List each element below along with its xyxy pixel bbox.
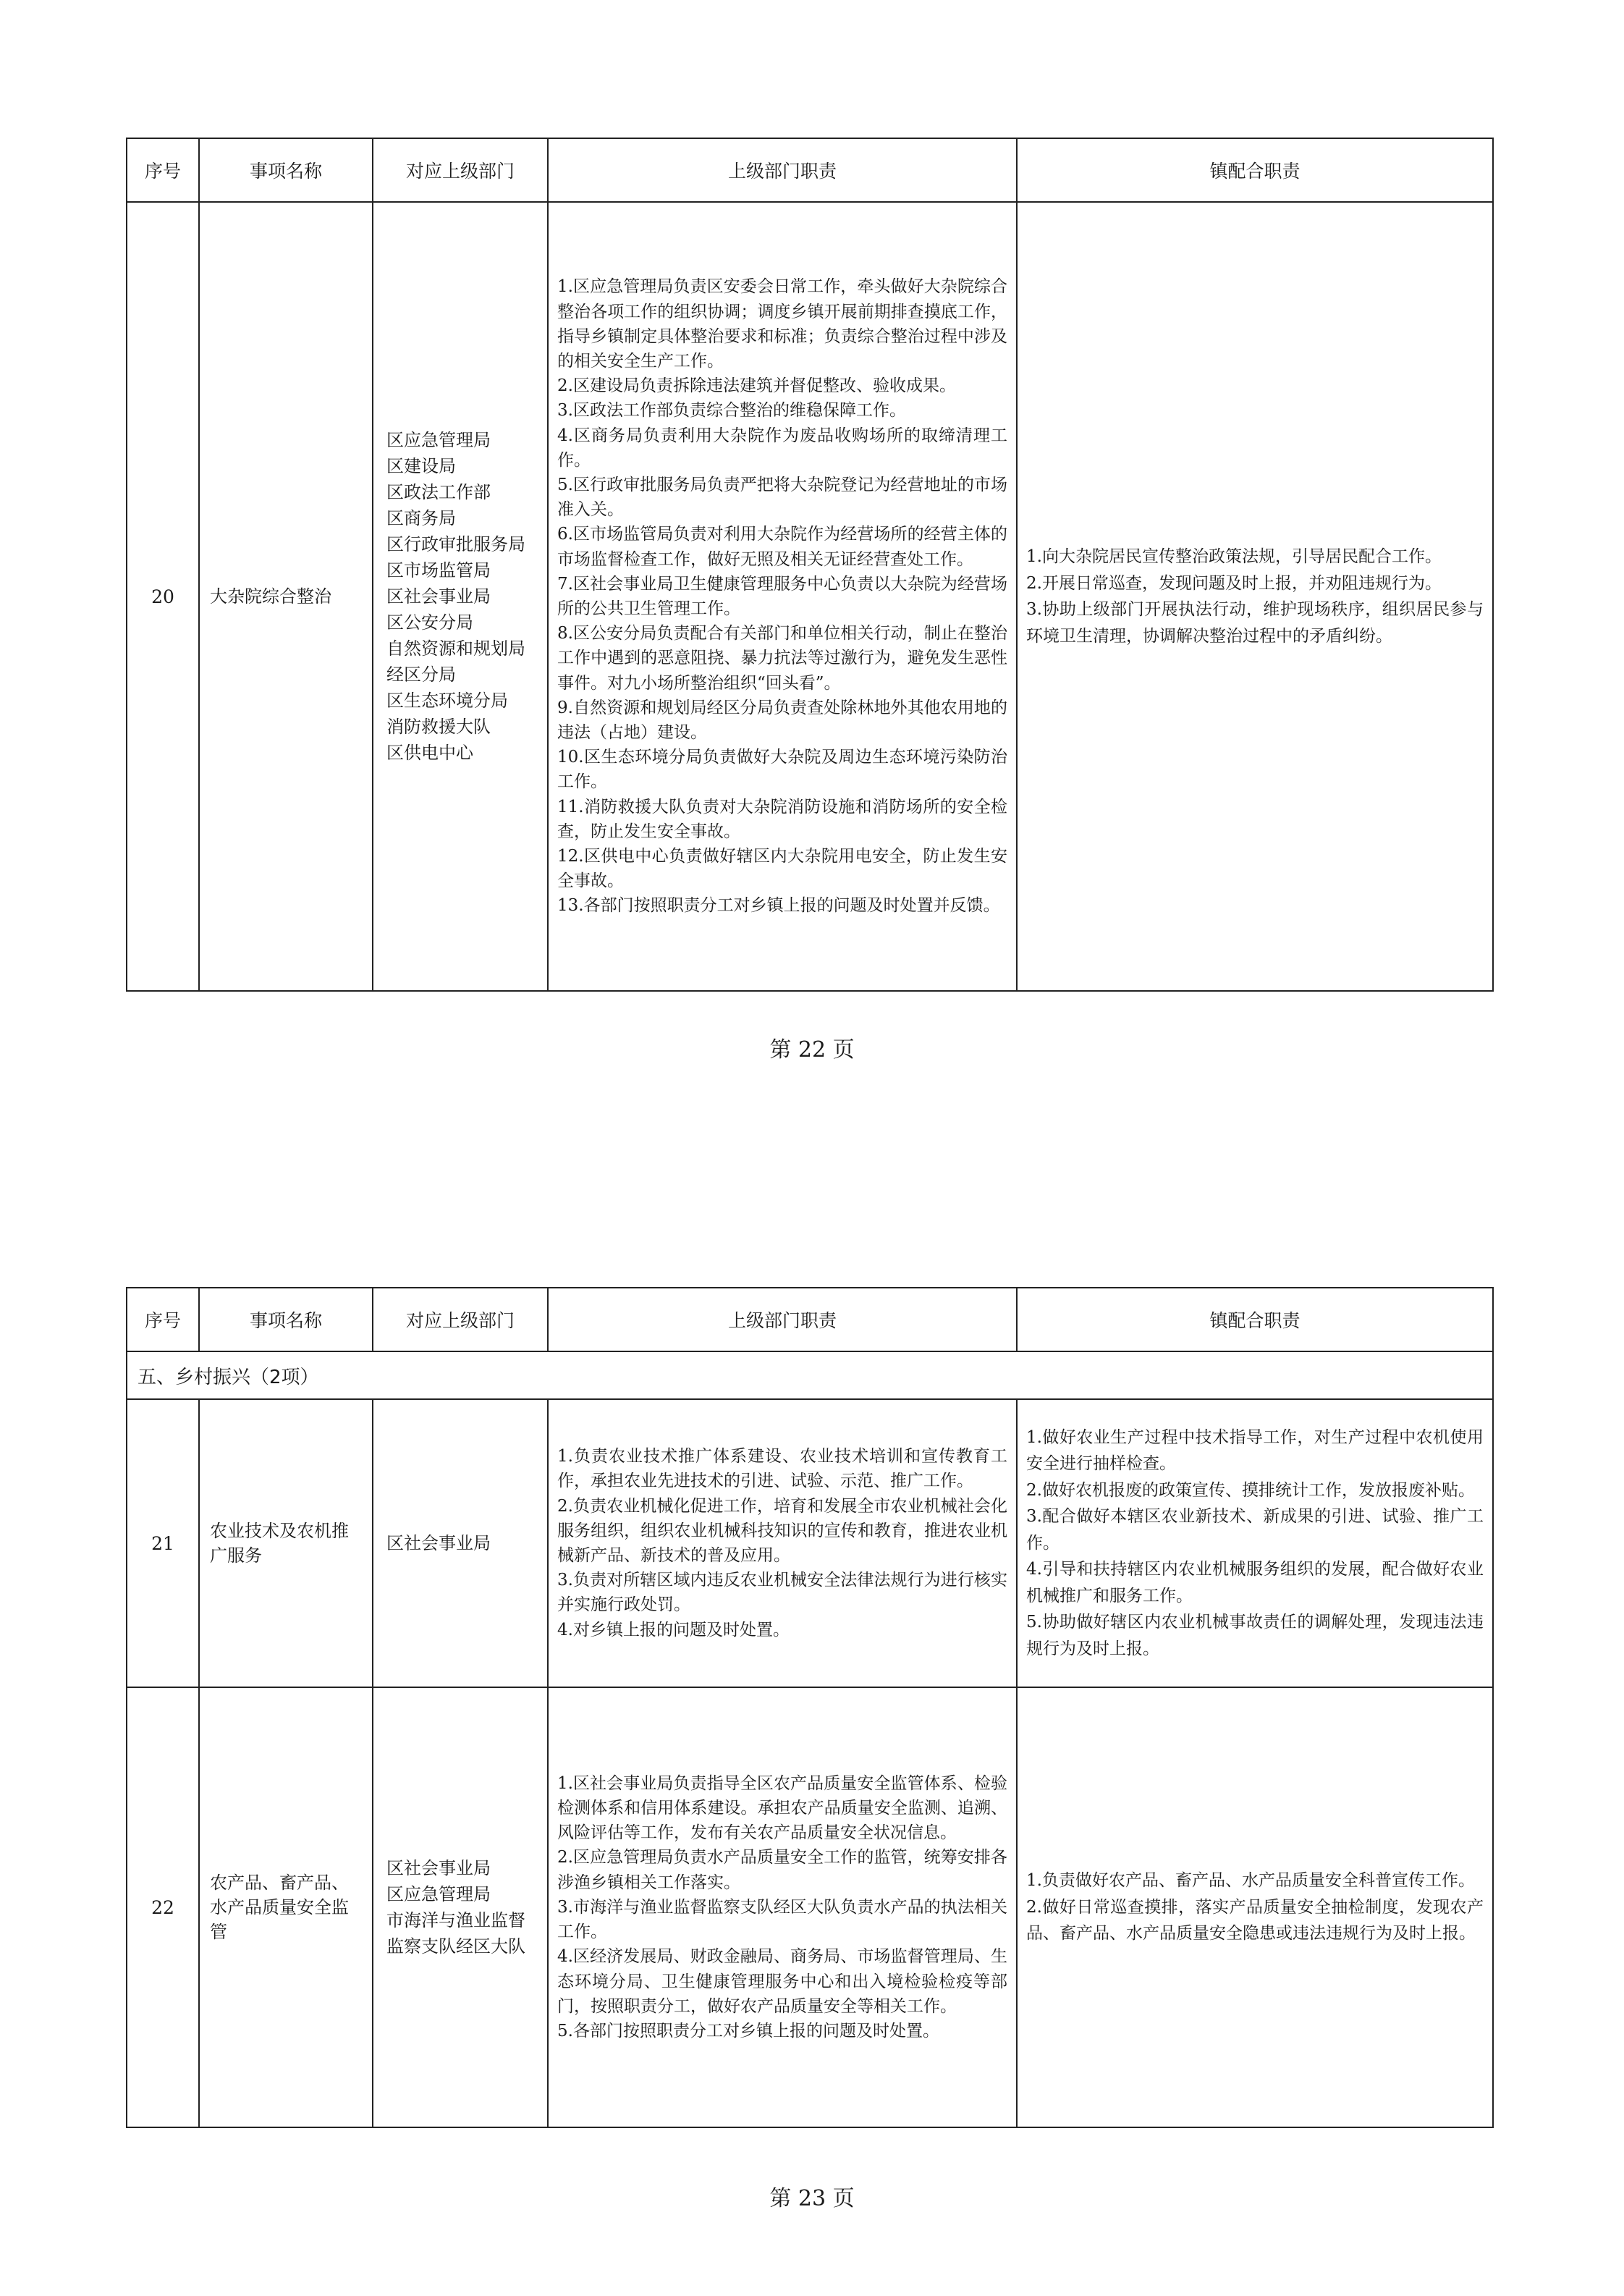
duty-item: 6.区市场监管局负责对利用大杂院作为经营场所的经营主体的市场监督检查工作，做好无照及相关无证经营查处工作。 <box>557 525 1007 569</box>
dept-item: 消防救援大队 <box>386 717 491 737</box>
duty-table-page-22 <box>126 138 1494 992</box>
duty-table-page-23 <box>126 1287 1494 2128</box>
dept-list <box>373 1399 548 1687</box>
header-dept: 对应上级部门 <box>373 138 548 202</box>
duty-item: 2.区应急管理局负责水产品质量安全工作的监管，统筹安排各涉渔乡镇相关工作落实。 <box>557 1848 1007 1892</box>
upper-duty-cell <box>548 202 1017 991</box>
duty-item: 3.负责对所辖区域内违反农业机械安全法律法规行为进行核实并实施行政处罚。 <box>557 1571 1007 1615</box>
header-upper-duty: 上级部门职责 <box>548 1288 1017 1351</box>
duty-item: 1.区应急管理局负责区安委会日常工作，牵头做好大杂院综合整治各项工作的组织协调；调度乡镇开展前期排查摸底工作，指导乡镇制定具体整治要求和标准；负责综合整治过程中涉及的相关安全生产工作。 <box>557 277 1007 371</box>
table-row <box>127 1399 1493 1687</box>
town-duty-item: 1.向大杂院居民宣传整治政策法规，引导居民配合工作。 <box>1026 547 1442 566</box>
dept-list <box>373 202 548 991</box>
duty-item: 3.区政法工作部负责综合整治的维稳保障工作。 <box>557 401 906 421</box>
duty-item: 1.区社会事业局负责指导全区农产品质量安全监管体系、检验检测体系和信用体系建设。承担农产品质量安全监测、追溯、风险评估等工作，发布有关农产品质量安全状况信息。 <box>557 1773 1007 1843</box>
duty-item: 12.区供电中心负责做好辖区内大杂院用电安全，防止发生安全事故。 <box>557 847 1007 891</box>
dept-item: 区社会事业局 <box>386 1533 491 1553</box>
dept-item: 区社会事业局 <box>386 1858 491 1878</box>
dept-list <box>373 1687 548 2127</box>
duty-item: 2.负责农业机械化促进工作，培育和发展全市农业机械社会化服务组织，组织农业机械科技知识的宣传和教育，推进农业机械新产品、新技术的普及应用。 <box>557 1496 1007 1565</box>
header-upper-duty: 上级部门职责 <box>548 138 1017 202</box>
row-number: 21 <box>127 1399 199 1687</box>
town-duty-item: 2.开展日常巡查，发现问题及时上报，并劝阻违规行为。 <box>1026 573 1442 593</box>
duty-item: 2.区建设局负责拆除违法建筑并督促整改、验收成果。 <box>557 376 956 396</box>
dept-item: 区商务局 <box>386 508 456 528</box>
town-duty-item: 3.协助上级部门开展执法行动，维护现场秩序，组织居民参与环境卫生清理，协调解决整治过程中的矛盾纠纷。 <box>1026 600 1484 646</box>
duty-item: 4.区经济发展局、财政金融局、商务局、市场监督管理局、生态环境分局、卫生健康管理服务中心和出入境检验检疫等部门，按照职责分工，做好农产品质量安全等相关工作。 <box>557 1947 1007 2016</box>
dept-item: 区市场监管局 <box>386 560 491 581</box>
table-header-row <box>127 1288 1493 1351</box>
upper-duty-cell <box>548 1399 1017 1687</box>
header-no: 序号 <box>127 138 199 202</box>
header-town-duty: 镇配合职责 <box>1017 138 1493 202</box>
dept-item: 区应急管理局 <box>386 430 491 450</box>
duty-item: 3.市海洋与渔业监督监察支队经区大队负责水产品的执法相关工作。 <box>557 1897 1007 1942</box>
row-number: 20 <box>127 202 199 991</box>
header-no: 序号 <box>127 1288 199 1351</box>
duty-item: 5.区行政审批服务局负责严把将大杂院登记为经营地址的市场准入关。 <box>557 475 1007 520</box>
item-name: 大杂院综合整治 <box>199 202 373 991</box>
dept-item: 区供电中心 <box>386 743 473 763</box>
town-duty-cell <box>1017 1687 1493 2127</box>
duty-item: 9.自然资源和规划局经区分局负责查处除林地外其他农用地的违法（占地）建设。 <box>557 698 1007 743</box>
town-duty-cell <box>1017 202 1493 991</box>
dept-item: 市海洋与渔业监督监察支队经区大队 <box>386 1910 525 1957</box>
page-number: 第 22 页 <box>769 1037 855 1063</box>
dept-item: 区建设局 <box>386 456 456 476</box>
town-duty-item: 2.做好农机报废的政策宣传、摸排统计工作，发放报废补贴。 <box>1026 1480 1475 1500</box>
town-duty-item: 1.做好农业生产过程中技术指导工作，对生产过程中农机使用安全进行抽样检查。 <box>1026 1427 1484 1474</box>
duty-item: 10.区生态环境分局负责做好大杂院及周边生态环境污染防治工作。 <box>557 748 1007 792</box>
duty-item: 13.各部门按照职责分工对乡镇上报的问题及时处置并反馈。 <box>557 896 1000 916</box>
town-duty-item: 1.负责做好农产品、畜产品、水产品质量安全科普宣传工作。 <box>1026 1871 1475 1891</box>
town-duty-cell <box>1017 1399 1493 1687</box>
town-duty-item: 2.做好日常巡查摸排，落实产品质量安全抽检制度，发现农产品、畜产品、水产品质量安全隐患或违法违规行为及时上报。 <box>1026 1897 1484 1943</box>
table-row <box>127 1687 1493 2127</box>
duty-item: 11.消防救援大队负责对大杂院消防设施和消防场所的安全检查，防止发生安全事故。 <box>557 797 1007 841</box>
table-header-row <box>127 138 1493 202</box>
duty-item: 4.对乡镇上报的问题及时处置。 <box>557 1620 790 1639</box>
dept-item: 区公安分局 <box>386 612 473 633</box>
upper-duty-cell <box>548 1687 1017 2127</box>
item-name: 农产品、畜产品、水产品质量安全监管 <box>199 1687 373 2127</box>
duty-item: 8.区公安分局负责配合有关部门和单位相关行动，制止在整治工作中遇到的恶意阻挠、暴力抗法等过激行为，避免发生恶性事件。对九小场所整治组织“回头看”。 <box>557 624 1007 693</box>
table-row <box>127 202 1493 991</box>
dept-item: 区应急管理局 <box>386 1884 491 1904</box>
town-duty-item: 3.配合做好本辖区农业新技术、新成果的引进、试验、推广工作。 <box>1026 1507 1484 1553</box>
dept-item: 区生态环境分局 <box>386 691 508 711</box>
header-dept: 对应上级部门 <box>373 1288 548 1351</box>
dept-item: 区政法工作部 <box>386 482 491 502</box>
dept-item: 区社会事业局 <box>386 586 491 607</box>
dept-item: 自然资源和规划局经区分局 <box>386 638 525 685</box>
duty-item: 1.负责农业技术推广体系建设、农业技术培训和宣传教育工作，承担农业先进技术的引进、试验、示范、推广工作。 <box>557 1447 1007 1491</box>
row-number: 22 <box>127 1687 199 2127</box>
duty-item: 4.区商务局负责利用大杂院作为废品收购场所的取缔清理工作。 <box>557 426 1007 470</box>
section-row <box>127 1351 1493 1399</box>
duty-item: 5.各部门按照职责分工对乡镇上报的问题及时处置。 <box>557 2021 939 2040</box>
town-duty-item: 5.协助做好辖区内农业机械事故责任的调解处理，发现违法违规行为及时上报。 <box>1026 1613 1484 1658</box>
duty-item: 7.区社会事业局卫生健康管理服务中心负责以大杂院为经营场所的公共卫生管理工作。 <box>557 574 1007 618</box>
item-name: 农业技术及农机推广服务 <box>199 1399 373 1687</box>
town-duty-item: 4.引导和扶持辖区内农业机械服务组织的发展，配合做好农业机械推广和服务工作。 <box>1026 1560 1484 1605</box>
header-town-duty: 镇配合职责 <box>1017 1288 1493 1351</box>
page-number: 第 23 页 <box>769 2186 855 2211</box>
section-title: 五、乡村振兴（2项） <box>127 1351 1493 1399</box>
header-name: 事项名称 <box>199 138 373 202</box>
header-name: 事项名称 <box>199 1288 373 1351</box>
dept-item: 区行政审批服务局 <box>386 534 525 554</box>
